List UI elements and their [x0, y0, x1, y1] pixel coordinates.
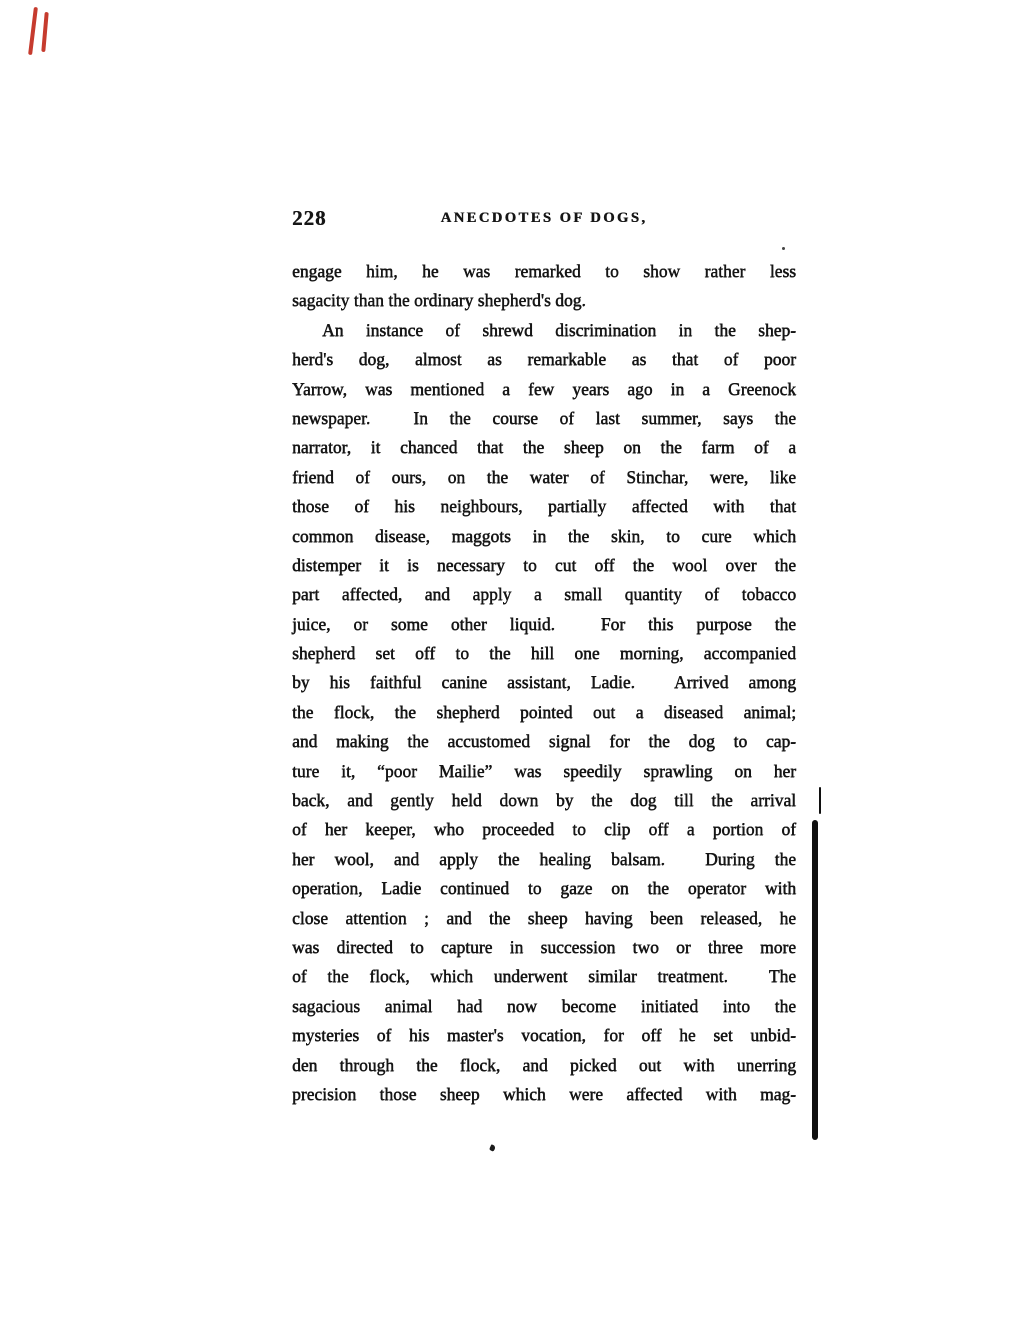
text-line: by his faithful canine assistant, Ladie. Arrived among [292, 672, 796, 693]
text-line: the flock, the shepherd pointed out a diseased animal; [292, 701, 796, 722]
margin-ink-stroke-short [819, 787, 821, 814]
text-line: narrator, it chanced that the sheep on the farm of a [292, 437, 796, 458]
text-line: mysteries of his master's vocation, for off he set unbid- [292, 1025, 796, 1046]
page-number: 228 [292, 206, 327, 230]
ink-speck [489, 1144, 496, 1152]
text-line: shepherd set off to the hill one morning, accompanied [292, 643, 796, 664]
text-line: sagacity than the ordinary shepherd's dog. [292, 290, 586, 311]
text-line: those of his neighbours, partially affected with that [292, 496, 796, 517]
text-line: operation, Ladie continued to gaze on the operator with [292, 878, 796, 899]
text-line: engage him, he was remarked to show rather less [292, 261, 796, 281]
text-line: common disease, maggots in the skin, to cure which [292, 525, 796, 546]
red-pen-mark [41, 12, 48, 52]
text-line: was directed to capture in succession two or three more [292, 936, 796, 957]
text-line: friend of ours, on the water of Stinchar, were, like [292, 466, 796, 487]
text-line: Yarrow, was mentioned a few years ago in a Greenock [292, 378, 796, 399]
margin-ink-stroke-long [812, 820, 818, 1140]
text-line: close attention ; and the sheep having been released, he [292, 907, 796, 928]
text-line: of the flock, which underwent similar treatment. The [292, 966, 796, 987]
text-line: distemper it is necessary to cut off the wool over the [292, 554, 796, 575]
text-line: An instance of shrewd discrimination in the shep- [322, 319, 796, 340]
text-line: her wool, and apply the healing balsam. During the [292, 848, 796, 869]
text-line: back, and gently held down by the dog till the arrival [292, 790, 796, 811]
text-line: juice, or some other liquid. For this purpose the [292, 613, 796, 634]
text-line: newspaper. In the course of last summer, says the [292, 407, 796, 428]
text-line: herd's dog, almost as remarkable as that of poor [292, 349, 796, 370]
text-line: den through the flock, and picked out with unerring [292, 1054, 796, 1075]
text-line: and making the accustomed signal for the dog to cap- [292, 731, 796, 752]
text-line: precision those sheep which were affected with mag- [292, 1083, 796, 1104]
page-header [292, 206, 796, 234]
red-pen-mark [28, 7, 38, 55]
running-head-title: ANECDOTES OF DOGS, [440, 210, 648, 226]
text-line: ture it, “poor Mailie” was speedily sprawling on her [292, 760, 796, 781]
text-line: of her keeper, who proceeded to clip off a portion of [292, 819, 796, 840]
ink-speck [782, 247, 785, 250]
text-line: sagacious animal had now become initiated into the [292, 995, 796, 1016]
text-block [292, 257, 796, 1109]
text-line: part affected, and apply a small quantity of tobacco [292, 584, 796, 605]
